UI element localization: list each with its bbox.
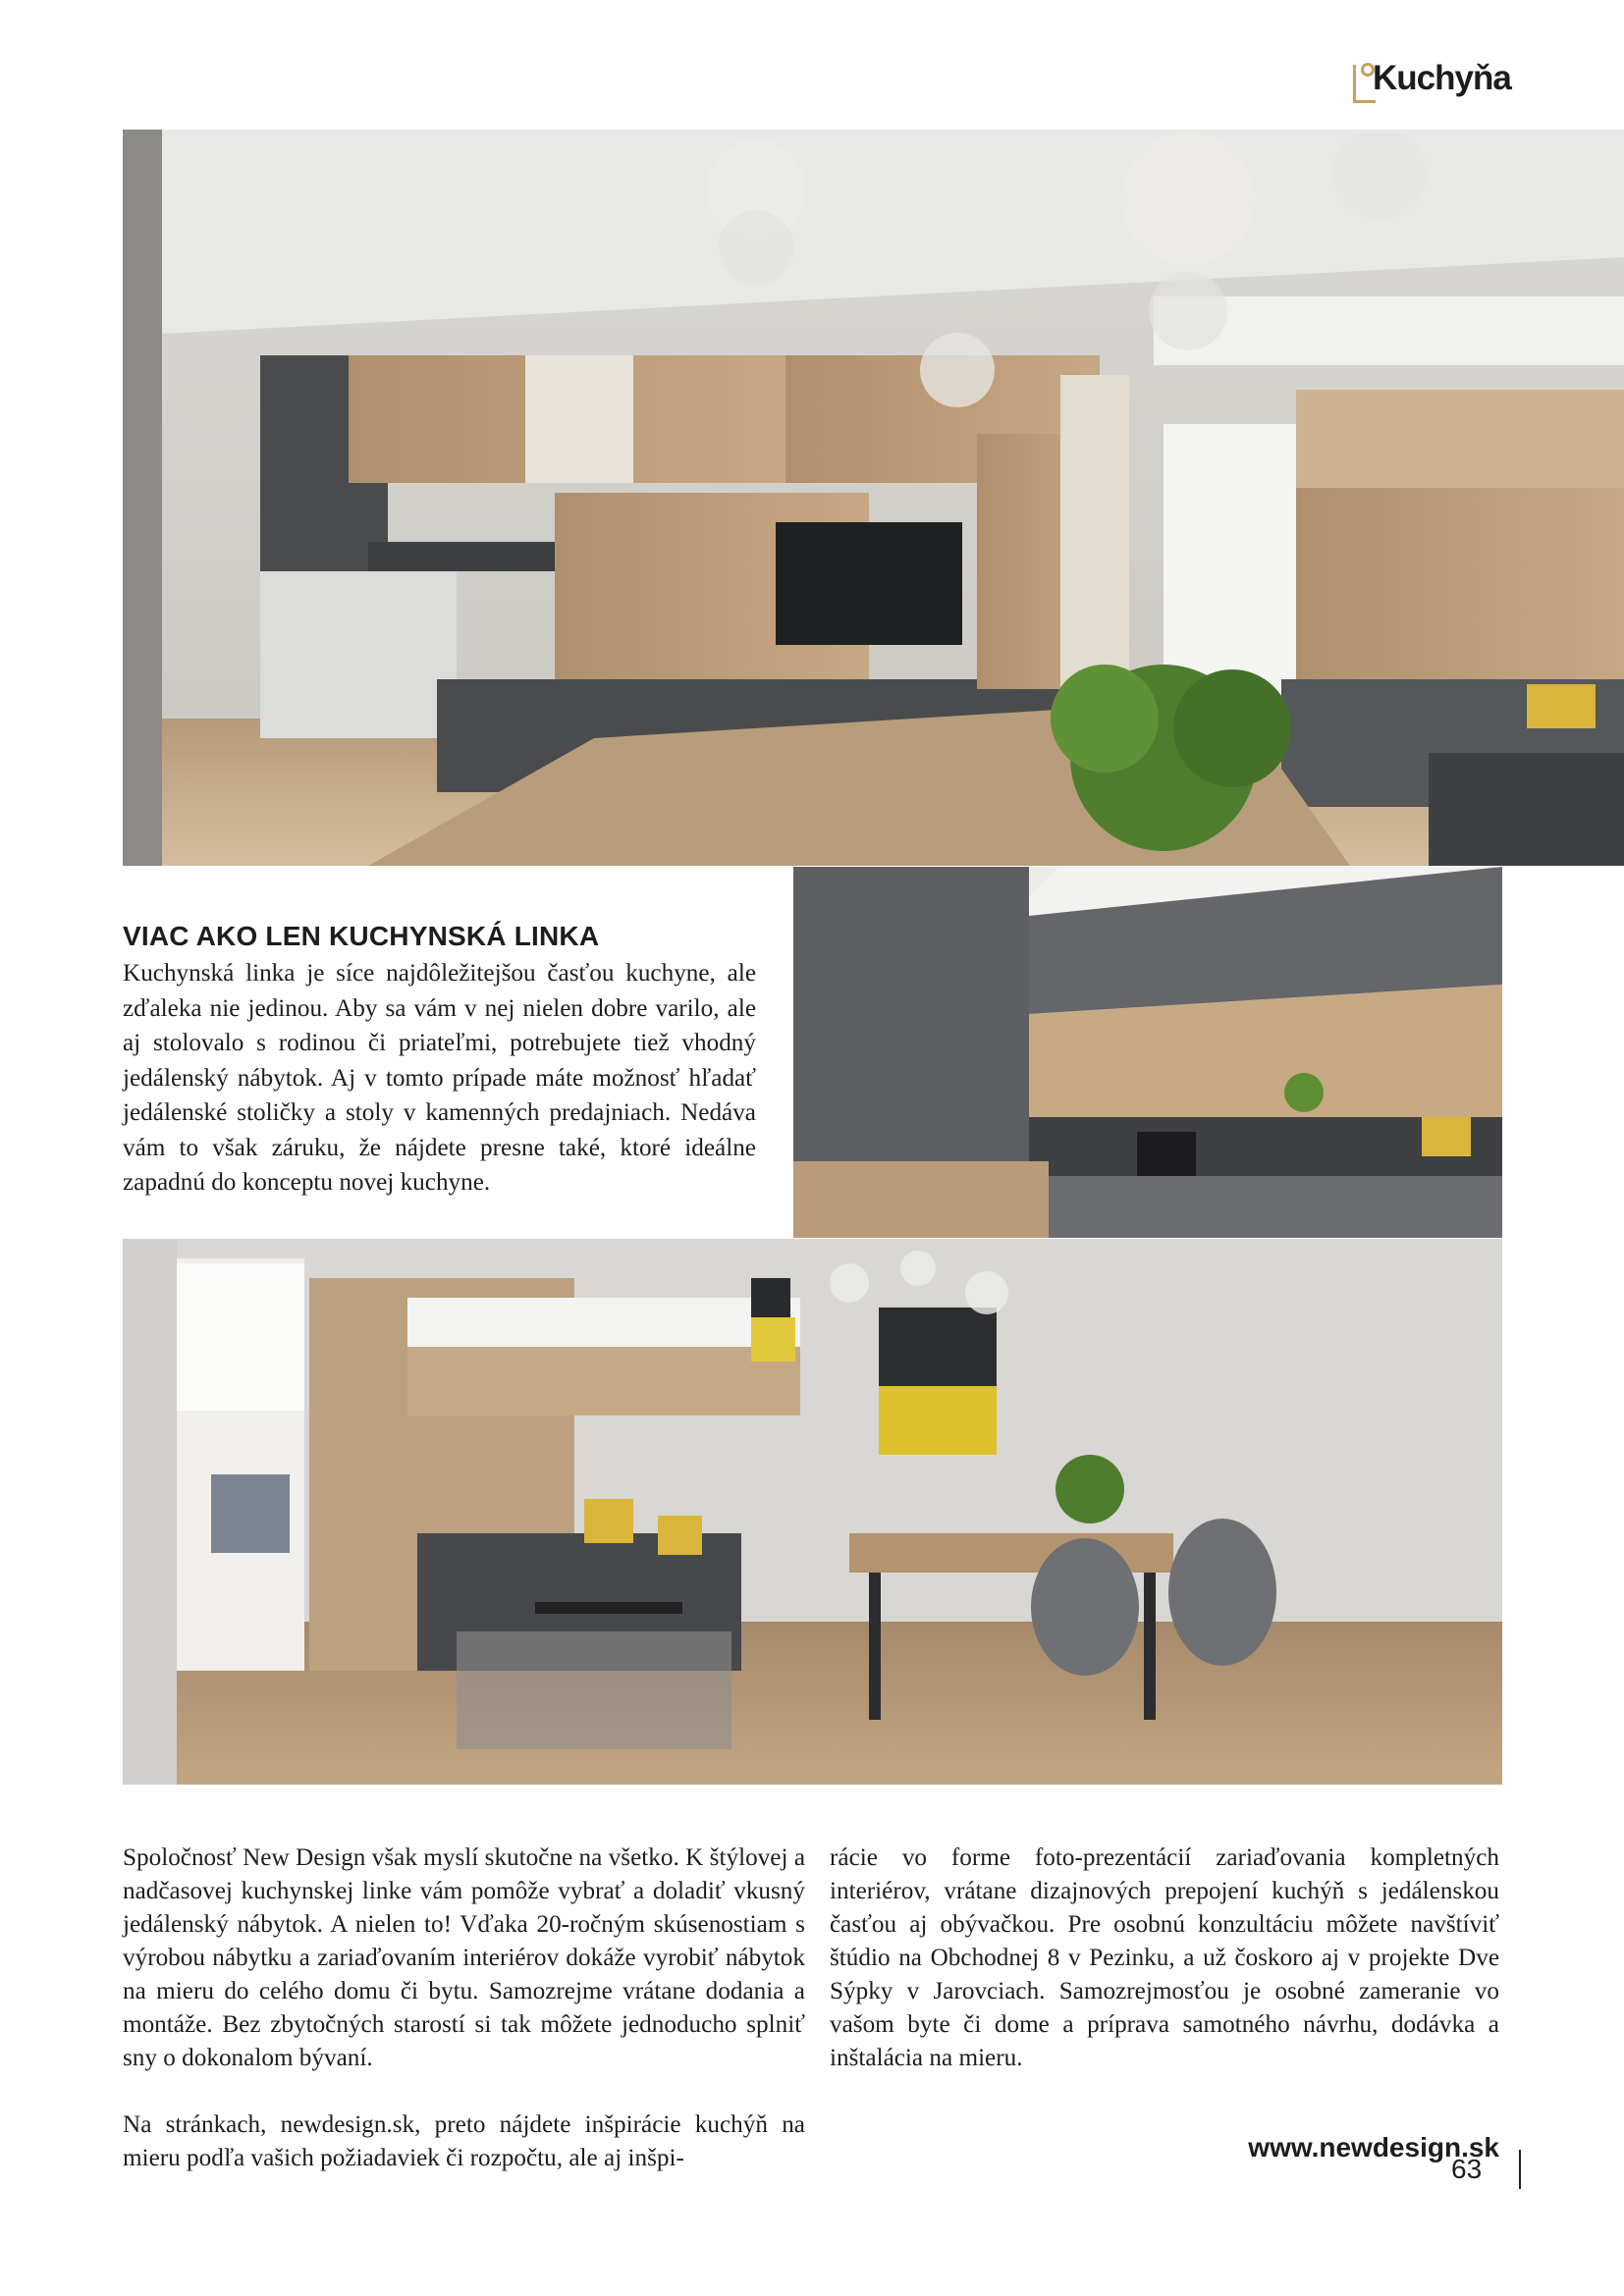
- body-paragraph: Na stránkach, newdesign.sk, preto nájdete inšpirácie kuchýň na mieru podľa vašich požiadaviek či rozpočtu, ale aj inšpi-: [123, 2111, 805, 2171]
- page-number: 63: [1451, 2154, 1483, 2184]
- lead-text: Kuchynská linka je síce najdôležitejšou časťou kuchyne, ale zďaleka nie jedinou. Aby sa vám v nej nielen dobre varilo, ale aj stolovalo s rodinou či priateľmi, potrebujete tiež vhodný jedálenský nábytok. Aj v tomto prípade máte možnosť hľadať jedálenské stoličky a stoly v kamenných predajniach. Nedáva vám to však záruku, že nájdete presne také, ktoré ideálne zapadnú do konceptu novej kuchyne.: [123, 960, 756, 1196]
- article-heading: VIAC AKO LEN KUCHYNSKÁ LINKA: [123, 921, 600, 951]
- body-paragraph: Spoločnosť New Design však myslí skutočne na všetko. K štýlovej a nadčasovej kuchynskej linke vám pomôže vybrať a doladiť vkusný jedálenský nábytok. A nielen to! Vďaka 20-ročným skúsenostiam s výrobou nábytku a zariaďovaním interiérov dokáže vyrobiť nábytok na mieru do celého domu či bytu. Samozrejme vrátane dodania a montáže. Bez zbytočných starostí si tak môžete jednoducho splniť sny o dokonalom bývaní.: [123, 1844, 805, 2071]
- page-number-divider: [1519, 2150, 1521, 2189]
- lead-paragraph: [123, 956, 756, 1201]
- section-title: Kuchyňa: [1373, 59, 1511, 97]
- living-room-kitchen-photo: [123, 130, 1624, 866]
- website-link[interactable]: www.newdesign.sk: [1248, 2132, 1499, 2163]
- magazine-section-logo: [1353, 59, 1526, 104]
- body-paragraph: rácie vo forme foto-prezentácií zariaďovania kompletných interiérov, vrátane dizajnových prepojení kuchýň s jedálenskou časťou aj obývačkou. Pre osobnú konzultáciu môžete navštíviť štúdio na Obchodnej 8 v Pezinku, a už čoskoro aj v projekte Dve Sýpky v Jarovciach. Samozrejmosťou je osobné zameranie vo vašom byte či dome a príprava samotného návrhu, dodávka a inštalácia na mieru.: [830, 1844, 1499, 2071]
- dining-living-room-photo: [123, 1239, 1502, 1785]
- kitchen-corner-photo: [793, 867, 1502, 1238]
- body-column-right: [830, 1842, 1499, 2109]
- body-column-left: [123, 1842, 805, 2209]
